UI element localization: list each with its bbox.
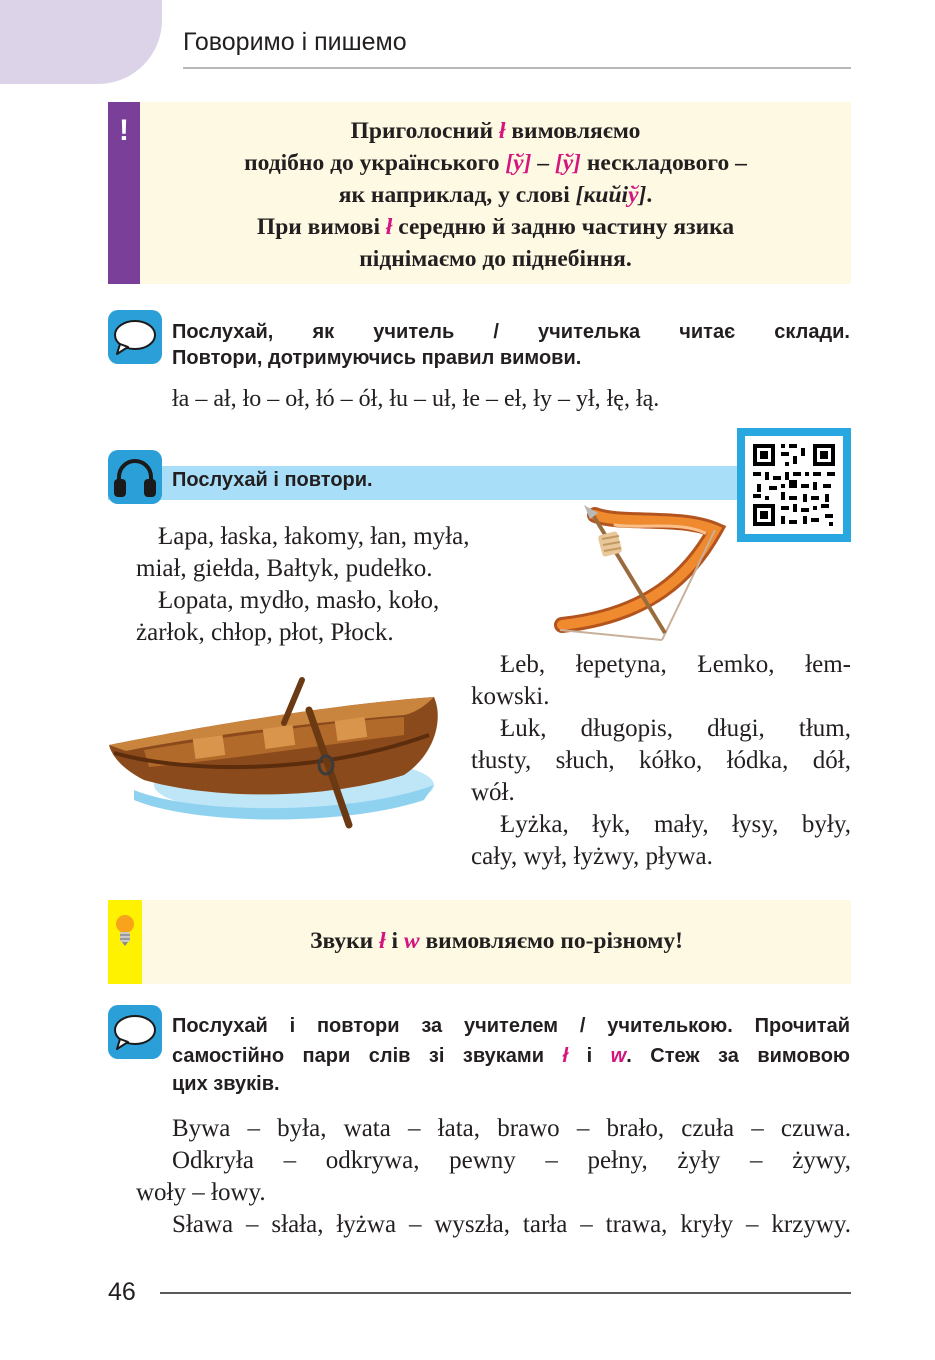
highlight-letter: w [403, 928, 420, 954]
highlight-letter: ł [498, 118, 506, 144]
rule-text-part: Приголосний [350, 118, 499, 144]
rule-text-part: . [646, 182, 653, 208]
word-line: cały, wył, łyżwy, pływa. [471, 843, 713, 870]
syllables-list: ła – ał, ło – oł, łó – ół, łu – uł, łe – eł, ły – ył, łę, łą. [172, 386, 660, 412]
tip-side-bar [108, 900, 142, 984]
bow-and-arrow-illustration [540, 505, 730, 655]
qr-code-icon[interactable] [745, 436, 843, 534]
word-line: Łuk, długopis, długi, tłum, [500, 715, 851, 742]
tip-text-part: і [385, 928, 404, 954]
corner-tab-decoration [0, 0, 162, 84]
rule-text-part: середню й задню частину язика [392, 214, 735, 240]
word-line: Łeb, łepetyna, Łemko, łem- [500, 651, 851, 678]
highlight-letter: ł [379, 928, 386, 954]
headphones-icon[interactable] [108, 450, 162, 504]
example-word: [кийі [575, 182, 629, 208]
rule-text [140, 115, 851, 275]
task-instruction: Послухай і повтори за учителем / учителькою. Прочитай [172, 1015, 850, 1037]
tip-text-part: вимовляємо по-різному! [419, 928, 683, 954]
speech-bubble-icon [108, 310, 162, 364]
rule-text-part: нескладового – [581, 150, 747, 176]
audio-task-label: Послухай і повтори. [172, 469, 373, 491]
word-line: Łopata, mydło, masło, koło, [158, 587, 440, 614]
header-divider [183, 67, 851, 69]
word-line: Łapa, łaska, łakomy, łan, myła, [158, 523, 470, 550]
section-title: Говоримо і пишемо [183, 28, 407, 56]
task-text-part: . Стеж за вимовою [626, 1045, 850, 1067]
highlight-letter: w [610, 1045, 627, 1067]
tip-text-part: Звуки [310, 928, 380, 954]
word-line: żarłok, chłop, płot, Płock. [136, 619, 394, 646]
task-instruction [172, 1042, 850, 1071]
word-pairs-line: Sława – słała, łyżwa – wyszła, tarła – trawa, kryły – krzywy. [172, 1211, 851, 1238]
highlight-sound: [ў] [505, 150, 532, 176]
word-line: wół. [471, 779, 515, 806]
task-instruction: цих звуків. [172, 1073, 280, 1095]
highlight-letter: ł [562, 1045, 569, 1067]
word-line: kowski. [471, 683, 550, 710]
rule-text-part: піднімаємо до піднебіння. [359, 246, 632, 272]
rowing-boat-illustration [104, 675, 449, 840]
rule-text-part: як наприклад, у слові [338, 182, 576, 208]
tip-text [142, 928, 851, 955]
lightbulb-icon [108, 900, 142, 984]
highlight-letter: ў [628, 182, 639, 208]
word-line: miał, giełda, Bałtyk, pudełko. [136, 555, 433, 582]
rule-text-part: При вимові [256, 214, 386, 240]
word-line: tłusty, słuch, kółko, łódka, dół, [471, 747, 851, 774]
speech-bubble-icon [108, 1005, 162, 1059]
footer-divider [160, 1292, 851, 1294]
rule-text-part: вимовляємо [505, 118, 641, 144]
exclamation-icon: ! [119, 114, 129, 147]
page-number: 46 [108, 1278, 136, 1306]
task-text-part: самостійно пари слів зі звуками [172, 1045, 563, 1067]
task-instruction: Повтори, дотримуючись правил вимови. [172, 347, 582, 369]
word-line: Łyżka, łyk, mały, łysy, były, [500, 811, 851, 838]
example-word: ] [638, 182, 647, 208]
highlight-sound: [ў] [554, 150, 582, 176]
word-pairs-line: Odkryła – odkrywa, pewny – pełny, żyły – żywy, [172, 1147, 851, 1174]
word-pairs-line: Bywa – była, wata – łata, brawo – brało, czuła – czuwa. [172, 1115, 851, 1142]
rule-text-part: – [531, 150, 555, 176]
task-text-part: і [568, 1045, 611, 1067]
highlight-letter: ł [385, 214, 393, 240]
word-pairs-line: woły – łowy. [136, 1179, 266, 1206]
rule-text-part: подібно до українського [244, 150, 506, 176]
task-instruction: Послухай, як учитель / учителька читає склади. [172, 321, 850, 343]
